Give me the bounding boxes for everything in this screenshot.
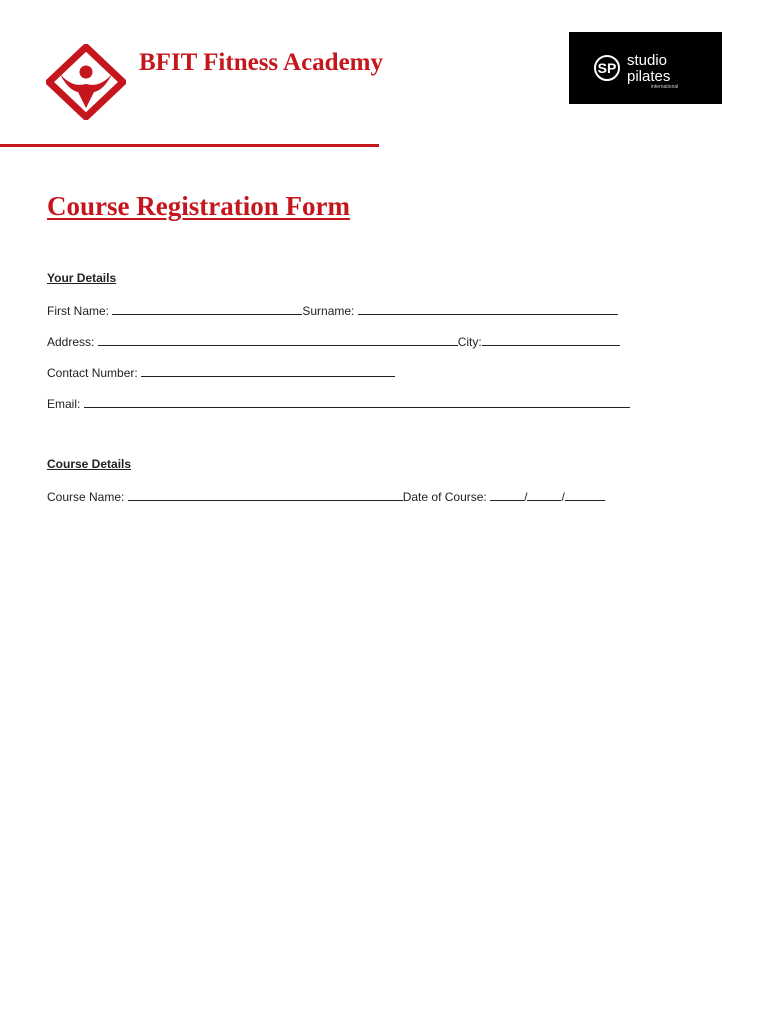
academy-name: BFIT Fitness Academy [139,49,383,76]
date-of-course-label: Date of Course: [402,490,487,504]
surname-field[interactable] [358,302,618,315]
email-label: Email: [47,397,81,411]
date-separator: / [561,490,565,504]
surname-label: Surname: [302,304,355,318]
partner-logo-line2: pilates [627,68,671,85]
partner-logo-initials: SP [597,60,617,76]
section-heading-course-details: Course Details [47,457,132,471]
email-field[interactable] [84,395,630,408]
date-month-field[interactable] [527,488,561,501]
header-divider [0,144,379,147]
form-title: Course Registration Form [47,191,350,221]
partner-logo-tagline: international [651,84,679,90]
bfit-logo-icon [46,44,126,120]
city-field[interactable] [482,333,620,346]
email-row [47,395,630,412]
date-separator: / [524,490,528,504]
section-heading-your-details: Your Details [47,271,117,285]
date-year-field[interactable] [565,488,605,501]
city-label: City: [457,335,482,349]
date-day-field[interactable] [490,488,524,501]
course-name-field[interactable] [128,488,403,501]
course-name-label: Course Name: [47,490,125,504]
course-row [47,488,605,505]
contact-row [47,364,395,381]
studio-pilates-logo [569,32,722,104]
first-name-field[interactable] [112,302,302,315]
contact-number-field[interactable] [141,364,395,377]
address-row [47,333,620,350]
partner-logo-line1: studio [627,52,668,69]
address-label: Address: [47,335,95,349]
contact-number-label: Contact Number: [47,366,138,380]
first-name-label: First Name: [47,304,110,318]
name-row [47,302,618,319]
address-field[interactable] [98,333,458,346]
